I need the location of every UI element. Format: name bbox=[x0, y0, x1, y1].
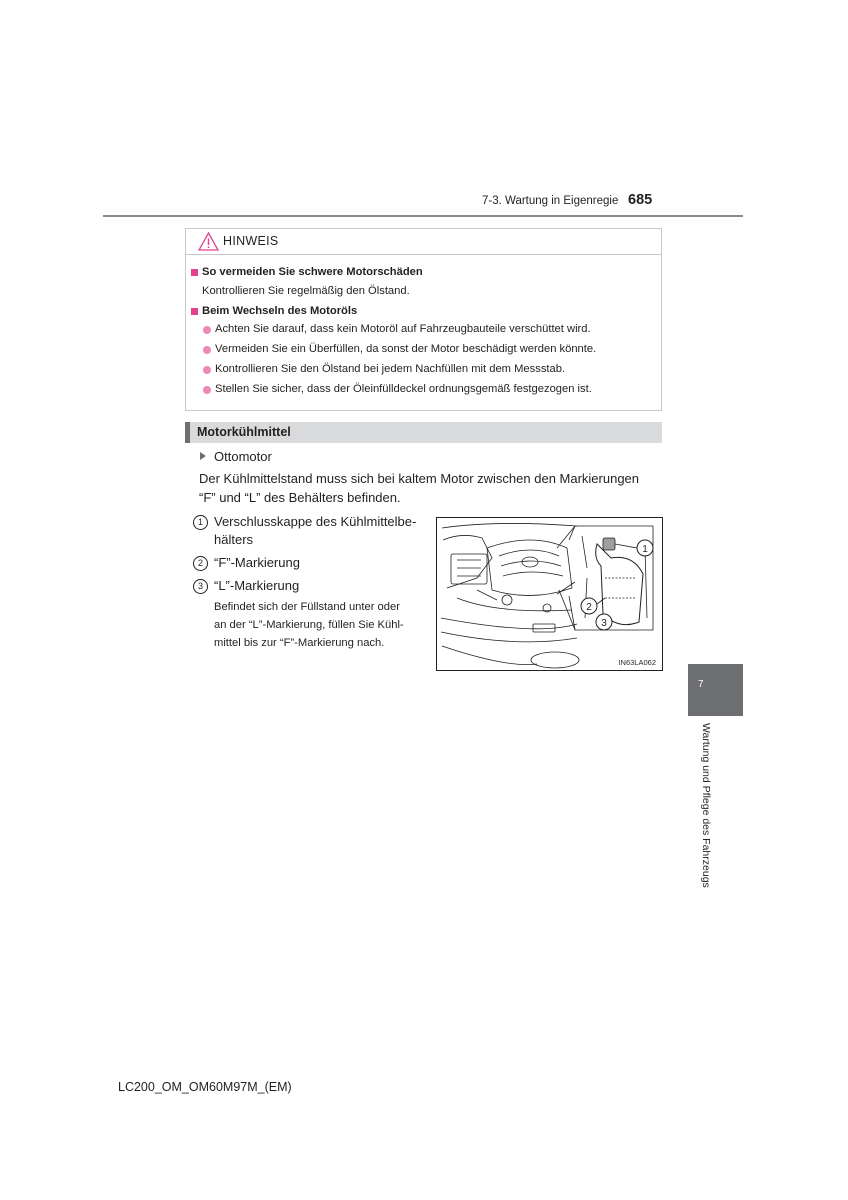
warning-icon bbox=[198, 232, 219, 251]
notice-header bbox=[186, 229, 661, 255]
item-text: “F”-Markierung bbox=[214, 555, 300, 570]
section-marker-icon bbox=[191, 269, 198, 276]
chapter-title: Wartung und Pflege des Fahrzeugs bbox=[700, 723, 712, 888]
notice-box bbox=[185, 228, 662, 411]
intro-line: Der Kühlmittelstand muss sich bei kaltem Motor zwischen den Markierungen bbox=[199, 471, 640, 486]
callout-3 bbox=[596, 614, 612, 630]
callout-2 bbox=[581, 598, 605, 614]
engine-bay-figure bbox=[436, 517, 663, 671]
document-code: LC200_OM_OM60M97M_(EM) bbox=[118, 1080, 292, 1094]
chapter-tab bbox=[688, 664, 743, 716]
note-line: an der “L”-Markierung, füllen Sie Kühl- bbox=[214, 619, 404, 631]
triangle-bullet-icon bbox=[199, 451, 207, 461]
section-breadcrumb: 7-3. Wartung in Eigenregie bbox=[482, 195, 619, 207]
bullet-icon bbox=[203, 326, 211, 334]
notice-text: Kontrollieren Sie regelmäßig den Ölstand. bbox=[202, 285, 410, 297]
engine-bay-illustration bbox=[437, 518, 662, 670]
callout-label: 2 bbox=[586, 602, 592, 613]
callout-1 bbox=[615, 540, 653, 556]
item-text: Verschlusskappe des Kühlmittelbe- bbox=[214, 514, 417, 529]
note-line: Befindet sich der Füllstand unter oder bbox=[214, 601, 400, 613]
number-circle-icon: 3 bbox=[193, 579, 208, 594]
section-accent bbox=[185, 422, 190, 443]
notice-bullet: Vermeiden Sie ein Überfüllen, da sonst der Motor beschädigt werden könnte. bbox=[215, 343, 597, 355]
section-header bbox=[185, 422, 662, 443]
item-text: “L”-Markierung bbox=[214, 578, 300, 593]
notice-title: HINWEIS bbox=[223, 234, 279, 248]
header-divider bbox=[103, 215, 743, 217]
notice-bullet: Kontrollieren Sie den Ölstand bei jedem Nachfüllen mit dem Messstab. bbox=[215, 363, 566, 375]
callout-label: 1 bbox=[642, 544, 648, 555]
note-line: mittel bis zur “F”-Markierung nach. bbox=[214, 637, 385, 649]
notice-bullet: Stellen Sie sicher, dass der Öleinfülldeckel ordnungsgemäß festgezogen ist. bbox=[215, 383, 592, 395]
notice-heading: Beim Wechseln des Motoröls bbox=[202, 305, 358, 317]
section-title: Motorkühlmittel bbox=[197, 425, 291, 439]
section-marker-icon bbox=[191, 308, 198, 315]
callout-label: 3 bbox=[601, 618, 607, 629]
page-number: 685 bbox=[628, 192, 653, 208]
number-circle-icon: 2 bbox=[193, 556, 208, 571]
bullet-icon bbox=[203, 386, 211, 394]
bullet-icon bbox=[203, 346, 211, 354]
notice-heading: So vermeiden Sie schwere Motorschäden bbox=[202, 266, 423, 278]
figure-code: IN63LA062 bbox=[618, 658, 656, 667]
bullet-icon bbox=[203, 366, 211, 374]
number-circle-icon: 1 bbox=[193, 515, 208, 530]
chapter-number: 7 bbox=[698, 679, 704, 690]
engine-type-label: Ottomotor bbox=[214, 449, 272, 464]
notice-bullet: Achten Sie darauf, dass kein Motoröl auf Fahrzeugbauteile verschüttet wird. bbox=[215, 323, 591, 335]
item-text: hälters bbox=[214, 532, 254, 547]
intro-line: “F” und “L” des Behälters befinden. bbox=[199, 490, 401, 505]
